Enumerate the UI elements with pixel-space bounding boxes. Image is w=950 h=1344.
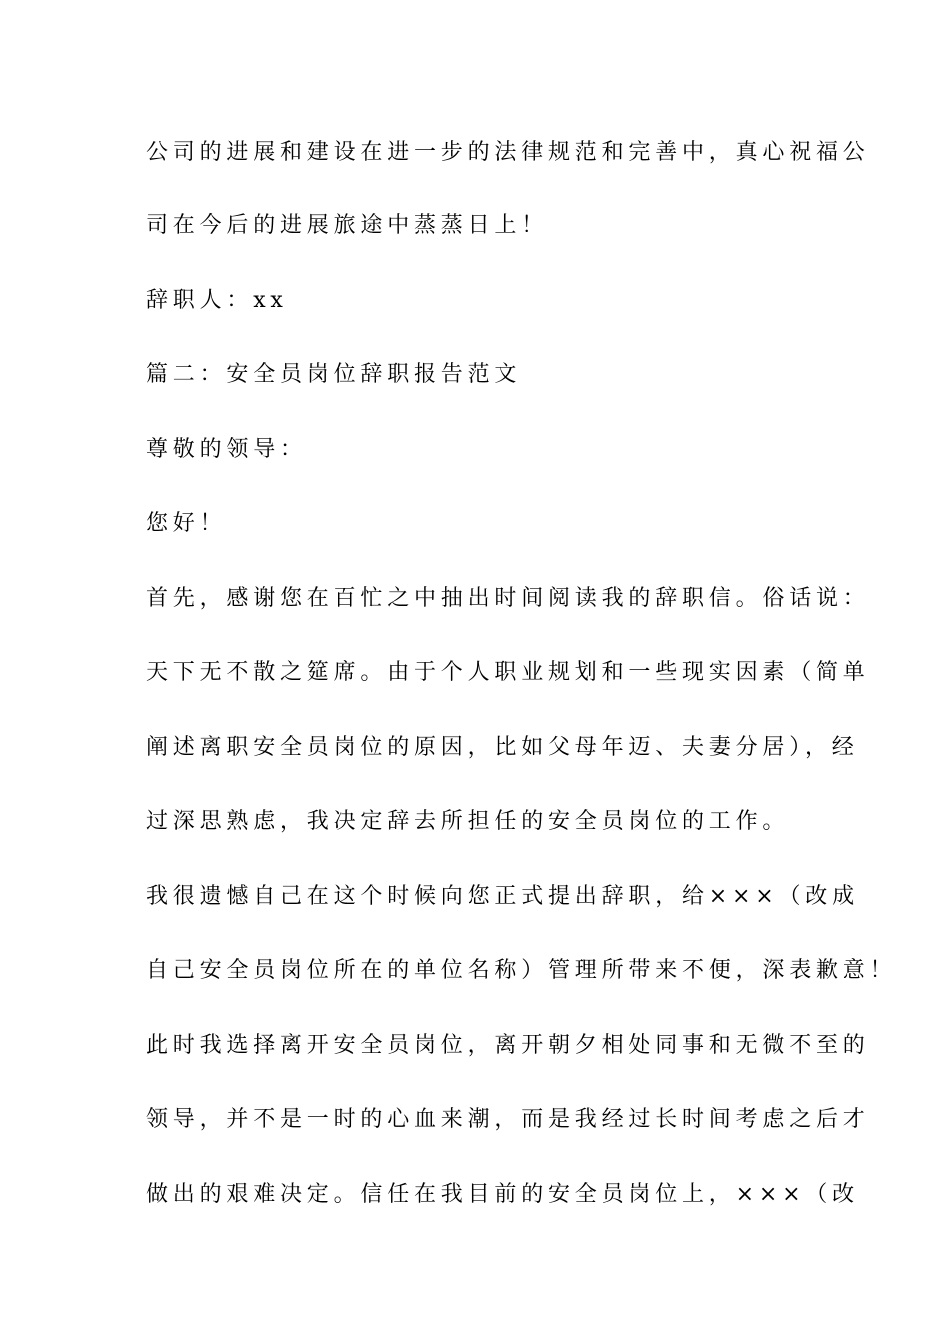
paragraph-line: 司在今后的进展旅途中蒸蒸日上！ bbox=[146, 213, 549, 238]
paragraph-line: 阐述离职安全员岗位的原因，比如父母年迈、夫妻分居），经 bbox=[146, 735, 859, 760]
paragraph-line: 天下无不散之筵席。由于个人职业规划和一些现实因素（简单 bbox=[146, 660, 870, 685]
paragraph-line: 此时我选择离开安全员岗位，离开朝夕相处同事和无微不至的 bbox=[146, 1033, 870, 1058]
paragraph-line: 做出的艰难决定。信任在我目前的安全员岗位上，×××（改 bbox=[146, 1182, 859, 1207]
greeting: 您好！ bbox=[146, 511, 227, 536]
paragraph-line: 首先，感谢您在百忙之中抽出时间阅读我的辞职信。俗话说： bbox=[146, 586, 870, 611]
section-heading: 篇二：安全员岗位辞职报告范文 bbox=[146, 362, 522, 387]
paragraph-line: 领导，并不是一时的心血来潮，而是我经过长时间考虑之后才 bbox=[146, 1107, 870, 1132]
paragraph-line: 公司的进展和建设在进一步的法律规范和完善中，真心祝福公 bbox=[146, 140, 870, 165]
paragraph-line: 自己安全员岗位所在的单位名称）管理所带来不便，深表歉意！ bbox=[146, 958, 897, 983]
salutation: 尊敬的领导： bbox=[146, 437, 307, 462]
paragraph-line: 我很遗憾自己在这个时候向您正式提出辞职，给×××（改成 bbox=[146, 884, 859, 909]
signature-line: 辞职人：xx bbox=[146, 288, 288, 313]
paragraph-line: 过深思熟虑，我决定辞去所担任的安全员岗位的工作。 bbox=[146, 809, 790, 834]
